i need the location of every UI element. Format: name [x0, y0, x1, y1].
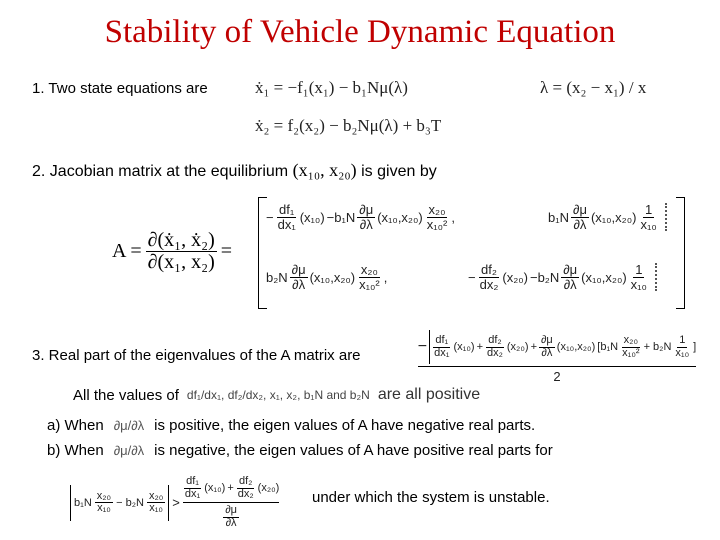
frac-den: dx₁ — [277, 216, 296, 232]
dmu-dlambda — [571, 203, 589, 231]
frac-den: ∂λ — [573, 216, 587, 232]
frac-num: x₂₀ — [148, 489, 164, 502]
jacobian-partial-fraction — [146, 230, 217, 273]
frac-num: x₂₀ — [623, 333, 639, 346]
matrix-entry-21 — [266, 263, 387, 291]
plus: + — [476, 341, 483, 353]
frac-den: x₁₀ — [640, 216, 657, 232]
ratio — [673, 335, 691, 359]
dmu-dlambda — [290, 263, 308, 291]
minus-sign: − — [417, 338, 428, 355]
arg: (x₁₀) — [204, 482, 226, 495]
arg: (x₂₀) — [502, 269, 528, 285]
frac-den: x₁₀² — [426, 216, 448, 232]
condition-rhs-num — [183, 476, 279, 503]
frac-den: dx₂ — [487, 346, 503, 359]
ratio — [95, 491, 113, 515]
jacobian-A: A = — [112, 240, 142, 262]
frac-num: ∂μ — [225, 504, 237, 517]
arg: (x₁₀,x₂₀) — [581, 269, 627, 285]
item-2-label — [32, 160, 437, 181]
jacobian-equals: = — [220, 240, 233, 262]
condition-rhs — [183, 476, 279, 529]
frac-num: ∂μ — [563, 262, 578, 277]
frac-den: ∂λ — [225, 516, 237, 529]
frac-den: x₁₀² — [622, 346, 640, 359]
case-a-symbol: ∂μ/∂λ — [113, 418, 145, 433]
slip-definition: λ = (x₂ − x₁) / x — [540, 78, 647, 97]
plus: + — [227, 482, 234, 495]
frac-den: x₁₀ — [97, 502, 111, 515]
frac-num: 1 — [644, 202, 653, 217]
minus-sign: − — [266, 209, 274, 225]
condition-close-bar — [168, 485, 169, 521]
frac-num: ∂μ — [291, 262, 306, 277]
ratio — [425, 203, 450, 231]
coefficient: b₂N — [266, 269, 288, 285]
all-values-post: are all positive — [377, 386, 481, 403]
dmu-dlambda — [539, 335, 555, 359]
coefficient: b₁N — [74, 496, 92, 509]
coefficient: [b₁N — [597, 341, 619, 353]
frac-den: dx₂ — [479, 276, 499, 292]
item-1-label: 1. Two state equations are — [32, 80, 208, 97]
eigen-open-bracket — [429, 330, 430, 364]
frac-den: ∂λ — [359, 216, 373, 232]
item-2-label-pre: 2. Jacobian matrix at the equilibrium — [32, 163, 293, 180]
ratio — [620, 335, 641, 359]
frac-num: 1 — [679, 333, 686, 346]
all-values-line — [73, 386, 480, 404]
close-bracket: ] — [693, 341, 697, 353]
eigenvalue-real-part — [408, 330, 706, 384]
case-a — [47, 417, 535, 434]
frac-den: dx₁ — [184, 487, 201, 500]
case-a-text: is positive, the eigen values of A have negative real parts. — [154, 417, 536, 434]
ratio — [357, 263, 382, 291]
frac-num: df₁ — [279, 202, 295, 217]
slide-title: Stability of Vehicle Dynamic Equation — [104, 14, 616, 50]
state-equation-1: ẋ₁ = −f₁(x₁) − b₁Nμ(λ) — [255, 78, 408, 97]
frac-num: ∂μ — [541, 333, 553, 346]
case-b — [47, 442, 553, 459]
dmu-dlambda — [561, 263, 579, 291]
arg: (x₂₀) — [257, 482, 280, 495]
condition-open-bar — [70, 485, 71, 521]
arg: (x₁₀) — [299, 209, 325, 225]
coefficient: b₁N — [548, 209, 570, 225]
df1-dx1 — [432, 335, 451, 359]
equilibrium-point: (x₁₀, x₂₀) — [292, 160, 357, 180]
frac-num: x₂₀ — [96, 489, 112, 502]
item-3-label: 3. Real part of the eigenvalues of the A matrix are — [32, 347, 361, 364]
frac-den: ∂λ — [292, 276, 306, 292]
dmu-dlambda — [357, 203, 375, 231]
case-b-symbol: ∂μ/∂λ — [113, 443, 145, 458]
coefficient: + b₂N — [643, 341, 672, 353]
frac-den: dx₁ — [434, 346, 450, 359]
comma: , — [451, 209, 455, 225]
frac-num: df₂ — [238, 475, 253, 487]
case-a-label: a) When — [47, 417, 104, 434]
greater-than: > — [172, 495, 180, 511]
df2-dx2 — [478, 263, 501, 291]
arg: (x₁₀,x₂₀) — [377, 209, 423, 225]
df1-dx1 — [183, 476, 202, 500]
frac-den: x₁₀ — [630, 276, 647, 292]
instability-note: under which the system is unstable. — [312, 489, 550, 506]
operator: −b₂N — [529, 269, 560, 285]
frac-num: df₂ — [488, 333, 502, 346]
operator: −b₁N — [326, 209, 356, 225]
matrix-right-bracket — [676, 197, 685, 309]
case-b-label: b) When — [47, 442, 104, 459]
df1-dx1 — [276, 203, 298, 231]
df2-dx2 — [236, 476, 256, 500]
frac-den: ∂λ — [563, 276, 577, 292]
frac-den: x₁₀ — [149, 502, 163, 515]
arg: (x₁₀,x₂₀) — [590, 209, 637, 225]
all-values-pre: All the values of — [73, 386, 179, 404]
all-values-symbols: df₁/dx₁, df₂/dx₂, x₁, x₂, b₁N and b₂N — [186, 388, 370, 402]
jacobian-lhs — [112, 230, 232, 273]
state-equation-2: ẋ₂ = f₂(x₂) − b₂Nμ(λ) + b₃T — [255, 116, 442, 135]
matrix-entry-12 — [548, 203, 667, 231]
case-b-text: is negative, the eigen values of A have positive real parts for — [154, 442, 553, 459]
matrix-entry-11 — [266, 203, 455, 231]
instability-condition — [70, 476, 279, 529]
matrix-entry-22 — [468, 263, 657, 291]
dmu-dlambda — [223, 505, 239, 529]
df2-dx2 — [485, 335, 505, 359]
arg: (x₁₀,x₂₀) — [556, 341, 596, 353]
arg: (x₁₀,x₂₀) — [309, 269, 356, 285]
frac-num: df₁ — [186, 475, 199, 487]
comma: , — [383, 269, 388, 285]
frac-den: dx₂ — [237, 487, 254, 500]
minus-sign: − — [468, 269, 476, 285]
frac-num: ∂μ — [573, 202, 587, 217]
eigen-denominator: 2 — [553, 369, 561, 384]
arg: (x₂₀) — [506, 341, 529, 353]
jacobian-lhs-num: ∂(ẋ₁, ẋ₂) — [147, 229, 215, 251]
frac-num: df₂ — [481, 262, 497, 277]
ratio — [638, 203, 658, 231]
frac-num: df₁ — [435, 333, 449, 346]
jacobian-lhs-den: ∂(x₁, x₂) — [147, 251, 215, 273]
ratio — [629, 263, 649, 291]
frac-num: 1 — [635, 262, 643, 277]
eigen-numerator — [418, 330, 696, 367]
coefficient: − b₂N — [116, 496, 144, 509]
frac-num: ∂μ — [359, 202, 374, 217]
arg: (x₁₀) — [453, 341, 475, 353]
frac-den: x₁₀² — [359, 276, 380, 292]
item-2-label-post: is given by — [356, 163, 437, 180]
plus: + — [530, 341, 537, 353]
frac-den: x₁₀ — [675, 346, 690, 359]
frac-num: x₂₀ — [428, 202, 446, 217]
ratio — [147, 491, 165, 515]
frac-den: ∂λ — [541, 346, 553, 359]
frac-num: x₂₀ — [360, 262, 378, 277]
